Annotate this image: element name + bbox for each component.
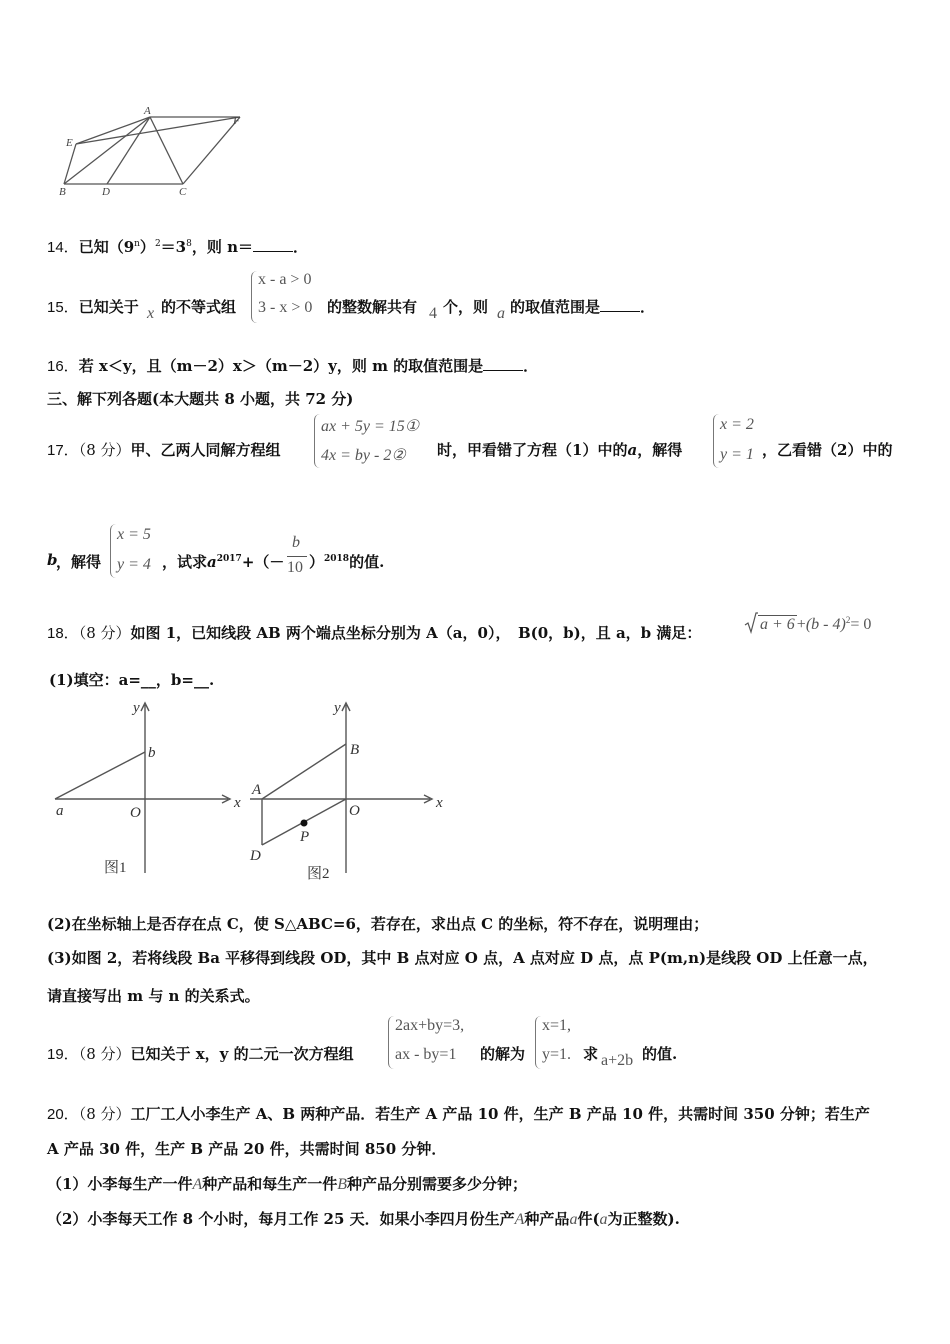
q19-text-1: 已知关于 x，y 的二元一次方程组 — [130, 1045, 354, 1063]
q17-solution-2-line-2: y = 4 — [117, 556, 151, 573]
fig1-y-label: y — [133, 700, 140, 716]
q20-part-1-B: B — [337, 1176, 348, 1193]
q16-number: 16． — [47, 358, 79, 375]
question-18-line-1 — [47, 622, 701, 643]
q17-fraction-bar — [287, 556, 307, 557]
figure-2-coordinate — [245, 695, 450, 885]
q17-text-8: ） — [309, 553, 325, 571]
q20-part-2-A: A — [514, 1211, 525, 1228]
q17-text-6: ，试求 — [162, 553, 208, 571]
q19-solution-brace — [535, 1016, 542, 1069]
q20-text-line-1: 工厂工人小李生产 A、B 两种产品．若生产 A 产品 10 件，生产 B 产品 10 件，共需时间 350 分钟；若生产 — [130, 1105, 870, 1123]
q19-text-2: 的解为 — [480, 1045, 526, 1063]
figure-quadrilateral — [50, 100, 260, 205]
q14-text-3: ＝3 — [160, 238, 187, 256]
label-D: D — [102, 186, 110, 198]
q17-exp-2017: 2017 — [216, 554, 242, 564]
question-20-line-1 — [47, 1103, 870, 1124]
fig1-caption: 图1 — [104, 860, 127, 876]
fig1-b-label: b — [148, 745, 156, 761]
q18-score: （8 分） — [78, 624, 131, 642]
q18-part-1: (1)填空：a=__，b=__. — [49, 671, 215, 689]
q17-mid-text — [437, 439, 682, 460]
q20-part-2 — [47, 1208, 680, 1229]
fig2-x-label: x — [436, 795, 443, 811]
q17-solution-1-line-2: y = 1 — [720, 446, 754, 463]
q19-number: 19． — [47, 1046, 79, 1063]
question-17-line-1 — [47, 439, 281, 460]
q17-expression-left — [162, 551, 284, 572]
question-16 — [47, 355, 538, 376]
q15-system-line-1: x - a > 0 — [258, 271, 312, 288]
q16-end: ． — [523, 357, 539, 375]
q17-fraction-numerator: b — [292, 534, 300, 551]
q17-text-2: 时，甲看错了方程（1）中的 — [437, 441, 628, 459]
fig1-x-label: x — [234, 795, 241, 811]
figure-1-coordinate — [50, 695, 250, 880]
q14-number: 14． — [47, 239, 79, 256]
q17-var-b: b — [47, 551, 58, 569]
label-B: B — [59, 186, 66, 198]
q15-system-brace — [251, 271, 258, 323]
q20-score: （8 分） — [78, 1105, 131, 1123]
q17-exp-2018: 2018 — [324, 554, 350, 564]
q19-system-brace — [388, 1016, 395, 1069]
q17-solution-2-brace — [110, 524, 117, 578]
q18-number: 18． — [47, 625, 79, 642]
q17-number: 17． — [47, 442, 79, 459]
q17-solution-2-line-1: x = 5 — [117, 526, 151, 543]
q18-part-3-line-1: (3)如图 2，若将线段 Ba 平移得到线段 OD，其中 B 点对应 O 点，A 点对应 D 点，点 P(m,n)是线段 OD 上任意一点， — [47, 949, 878, 967]
q15-tail — [510, 296, 655, 317]
q17-text-7: +（－ — [241, 553, 285, 571]
fig1-a-label: a — [56, 803, 64, 819]
q17-var-a: a — [627, 441, 638, 459]
q18-part-2: (2)在坐标轴上是否存在点 C，使 S△ABC=6，若存在，求出点 C 的坐标，符不存在，说明理由； — [47, 915, 709, 933]
q17-text-3: ，解得 — [637, 441, 683, 459]
label-E: E — [66, 137, 73, 149]
q17-text-1: 甲、乙两人同解方程组 — [130, 441, 281, 459]
q20-number: 20． — [47, 1106, 79, 1123]
fig2-B-label: B — [350, 742, 360, 758]
q20-part-2-text-d: 为正整数). — [607, 1210, 680, 1228]
label-C: C — [179, 186, 187, 198]
section-3-heading: 三、解下列各题(本大题共 8 小题，共 72 分) — [47, 390, 354, 408]
q14-text-1: 已知（9 — [78, 238, 135, 256]
q15-answer-blank[interactable] — [600, 311, 640, 312]
q19-text-4: 的值. — [642, 1045, 678, 1063]
q17-solution-1-line-1: x = 2 — [720, 416, 754, 433]
q20-part-2-text-a: （2）小李每天工作 8 个小时，每月工作 25 天．如果小李四月份生产 — [47, 1210, 515, 1228]
q16-text: 若 x＜y，且（m－2）x＞（m－2）y，则 m 的取值范围是 — [78, 357, 484, 375]
q14-text-4: ，则 n＝ — [191, 238, 253, 256]
q20-text-line-2: A 产品 30 件，生产 B 产品 20 件，共需时间 850 分钟． — [47, 1140, 447, 1158]
q14-text-5: ． — [292, 238, 308, 256]
q18-sqrt-content: a + 6 — [760, 616, 795, 633]
question-15 — [47, 296, 139, 317]
q15-var-a: a — [497, 305, 505, 322]
q20-part-1 — [47, 1173, 527, 1194]
fig2-point-P — [301, 820, 308, 827]
q19-expression: a+2b — [601, 1052, 634, 1069]
q17-text-9: 的值. — [349, 553, 385, 571]
q14-sup-8: 8 — [186, 239, 192, 249]
q18-formula — [744, 612, 871, 634]
q15-text-1: 已知关于 — [78, 298, 139, 316]
label-A: A — [144, 105, 151, 117]
q18-equals-zero: = 0 — [850, 616, 872, 633]
q19-solution-line-2: y=1. — [542, 1046, 572, 1063]
q18-part-3-line-2: 请直接写出 m 与 n 的关系式。 — [47, 987, 260, 1005]
q20-part-2-text-b: 种产品 — [524, 1210, 570, 1228]
q17-text-4: ，乙看错（2）中的 — [762, 441, 893, 459]
q16-answer-blank[interactable] — [483, 370, 523, 371]
q17-var-a2: a — [207, 553, 217, 571]
q17-expression-right — [309, 551, 384, 572]
q20-part-1-text-b: 种产品和每生产一件 — [202, 1175, 338, 1193]
q19-text-3: 求 — [583, 1045, 599, 1063]
q14-sup-2: 2 — [154, 239, 161, 249]
q14-sup-n: n — [134, 239, 140, 249]
q14-answer-blank[interactable] — [253, 251, 293, 252]
q17-system-line-1: ax + 5y = 15① — [321, 418, 420, 435]
q18-square-base: (b - 4) — [805, 616, 846, 633]
q15-var-x: x — [147, 305, 155, 322]
q18-sqrt-icon — [744, 612, 758, 634]
fig2-caption: 图2 — [307, 866, 330, 882]
q20-part-2-text-c: 件( — [577, 1210, 600, 1228]
question-19-line — [47, 1043, 354, 1064]
fig2-D-label: D — [250, 848, 261, 864]
q17-text-5: ，解得 — [56, 553, 102, 571]
q18-text-1: 如图 1，已知线段 AB 两个端点坐标分别为 A（a，0）， B(0，b)，且 a，b 满足： — [130, 624, 702, 642]
q20-part-1-A: A — [192, 1176, 203, 1193]
fig2-y-label: y — [334, 700, 341, 716]
fig2-O-label: O — [349, 803, 360, 819]
fig1-O-label: O — [130, 805, 141, 821]
q15-text-5: 的取值范围是 — [510, 298, 601, 316]
q19-solution-line-1: x=1, — [542, 1017, 572, 1034]
q15-number: 15． — [47, 299, 79, 316]
q15-number-4: 4 — [429, 305, 437, 322]
q19-system-line-2: ax - by=1 — [395, 1046, 457, 1063]
q20-part-2-var-a: a — [569, 1211, 578, 1228]
q20-part-1-text-c: 种产品分别需要多少分钟； — [347, 1175, 528, 1193]
fig2-A-label: A — [252, 782, 262, 798]
q18-square-exp: 2 — [845, 615, 851, 625]
q20-part-2-var-a2: a — [599, 1211, 608, 1228]
fig2-P-label: P — [300, 829, 310, 845]
q15-text-3: 的整数解共有 — [327, 298, 418, 316]
label-F: F — [233, 115, 240, 127]
q15-text-2: 的不等式组 — [161, 298, 237, 316]
q17-system-brace — [314, 414, 321, 468]
q17-solution-1-brace — [713, 414, 720, 468]
question-14 — [47, 236, 308, 257]
q19-score: （8 分） — [78, 1045, 131, 1063]
q15-system-line-2: 3 - x > 0 — [258, 299, 313, 316]
q17-score: （8 分） — [78, 441, 131, 459]
q17-fraction-denominator: 10 — [287, 559, 303, 576]
q19-system-line-1: 2ax+by=3, — [395, 1017, 465, 1034]
q17-system-line-2: 4x = by - 2② — [321, 447, 406, 464]
q15-text-6: ． — [640, 298, 656, 316]
q14-text-2: ） — [139, 238, 155, 256]
q18-plus: + — [796, 616, 806, 633]
q15-text-4: 个，则 — [443, 298, 489, 316]
q20-part-1-text-a: （1）小李每生产一件 — [47, 1175, 193, 1193]
